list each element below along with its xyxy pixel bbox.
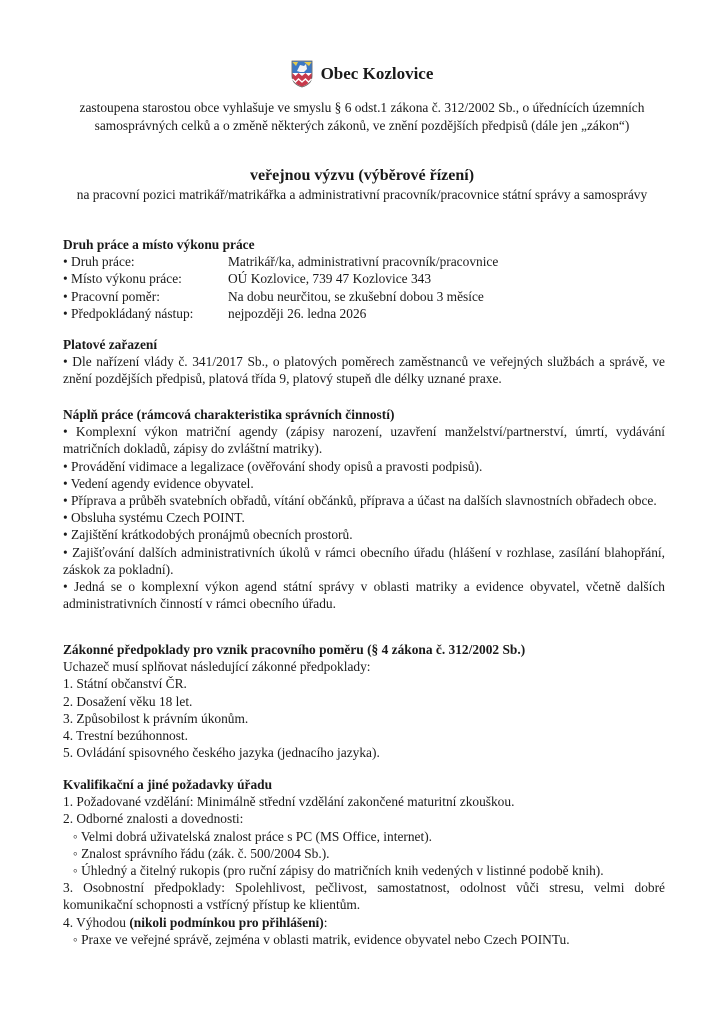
duty-item: • Obsluha systému Czech POINT. — [63, 510, 245, 526]
section-qualifications — [63, 776, 665, 948]
legal-item: 3. Způsobilost k právním úkonům. — [63, 710, 249, 726]
work-row-key: • Pracovní poměr: — [63, 288, 160, 304]
section-duties — [63, 406, 665, 612]
work-row-value: Matrikář/ka, administrativní pracovník/pracovnice — [228, 254, 499, 270]
duty-item: • Příprava a průběh svatebních obřadů, vítání občánků, příprava a účast na dalších slavnostních obřadech obce. — [63, 493, 657, 509]
qual-subitem: ◦ Znalost správního řádu (zák. č. 500/2004 Sb.). — [73, 845, 330, 861]
document-header — [0, 60, 724, 88]
work-row-key: • Předpokládaný nástup: — [63, 305, 194, 321]
legal-intro: Uchazeč musí splňovat následující zákonné předpoklady: — [63, 659, 371, 675]
duty-item: • Vedení agendy evidence obyvatel. — [63, 475, 254, 491]
qual-item: 2. Odborné znalosti a dovednosti: — [63, 811, 244, 827]
section-heading: Platové zařazení — [63, 337, 158, 352]
section-legal — [63, 641, 665, 761]
work-row — [63, 253, 665, 270]
work-row-key: • Druh práce: — [63, 254, 135, 270]
work-row-key: • Místo výkonu práce: — [63, 271, 182, 287]
work-row — [63, 288, 665, 305]
coat-of-arms-icon — [291, 60, 313, 88]
legal-item: 2. Dosažení věku 18 let. — [63, 693, 193, 709]
legal-item: 1. Státní občanství ČR. — [63, 676, 187, 692]
duty-item: • Zajištění krátkodobých pronájmů obecních prostorů. — [63, 527, 353, 543]
duty-item: • Provádění vidimace a legalizace (ověřování shody opisů a pravosti podpisů). — [63, 458, 483, 474]
duty-item: • Jedná se o komplexní výkon agend státní správy v oblasti matriky a evidence obyvatel, včetně dalších administrativních činností v rámci obecního úřadu. — [63, 579, 665, 612]
work-row-value: nejpozději 26. ledna 2026 — [228, 305, 367, 321]
qual-item: 1. Požadované vzdělání: Minimálně střední vzdělání zakončené maturitní zkouškou. — [63, 794, 515, 810]
document-subtitle: na pracovní pozici matrikář/matrikářka a administrativní pracovník/pracovnice státní správy a samosprávy — [76, 187, 648, 202]
qual-item — [63, 914, 665, 931]
duty-item: • Komplexní výkon matriční agendy (zápisy narození, uzavření manželství/partnerství, úmrtí, vydávání matričních dokladů, zápisy do zvláštní matriky). — [63, 424, 665, 457]
section-salary — [63, 336, 665, 388]
work-row — [63, 270, 665, 287]
section-heading: Zákonné předpoklady pro vznik pracovního poměru (§ 4 zákona č. 312/2002 Sb.) — [63, 642, 526, 657]
qual-subitem: ◦ Úhledný a čitelný rukopis (pro ruční zápisy do matričních knih vedených v listinné podobě knih). — [73, 863, 604, 879]
qual-subitem: ◦ Velmi dobrá uživatelská znalost práce s PC (MS Office, internet). — [73, 828, 433, 844]
qual-item: 3. Osobnostní předpoklady: Spolehlivost, pečlivost, samostatnost, odolnost vůči stresu, velmi dobré komunikační schopnosti a vstřícný přístup ke klientům. — [63, 880, 665, 913]
qual-item-suffix: : — [323, 914, 328, 930]
section-heading: Náplň práce (rámcová charakteristika správních činností) — [63, 407, 395, 422]
section-heading: Kvalifikační a jiné požadavky úřadu — [63, 777, 273, 792]
qual-item-emphasis: (nikoli podmínkou pro přihlášení) — [129, 914, 324, 930]
work-row-value: OÚ Kozlovice, 739 47 Kozlovice 343 — [228, 271, 432, 287]
intro-text: zastoupena starostou obce vyhlašuje ve smyslu § 6 odst.1 zákona č. 312/2002 Sb., o úřednících územních samosprávných celků a o změně některých zákonů, ve znění pozdějších předpisů (dále jen „zákon“) — [79, 100, 645, 133]
org-name: Obec Kozlovice — [320, 64, 434, 83]
work-row-value: Na dobu neurčitou, se zkušební dobou 3 měsíce — [228, 288, 484, 304]
salary-text: • Dle nařízení vlády č. 341/2017 Sb., o platových poměrech zaměstnanců ve veřejných službách a správě, ve znění pozdějších předpisů, platová třída 9, platový stupeň dle délky uznané praxe. — [63, 354, 665, 387]
section-heading: Druh práce a místo výkonu práce — [63, 237, 255, 252]
section-work — [63, 236, 665, 322]
qual-item-prefix: 4. Výhodou — [63, 914, 130, 930]
duty-item: • Zajišťování dalších administrativních úkolů v rámci obecního úřadu (hlášení v rozhlase, zasílání blahopřání, záskok za pokladní). — [63, 544, 665, 577]
legal-item: 4. Trestní bezúhonnost. — [63, 728, 188, 744]
work-row — [63, 305, 665, 322]
legal-item: 5. Ovládání spisovného českého jazyka (jednacího jazyka). — [63, 745, 380, 761]
document-title: veřejnou výzvu (výběrové řízení) — [249, 167, 475, 184]
qual-subitem: ◦ Praxe ve veřejné správě, zejména v oblasti matrik, evidence obyvatel nebo Czech POINTu. — [73, 931, 570, 947]
